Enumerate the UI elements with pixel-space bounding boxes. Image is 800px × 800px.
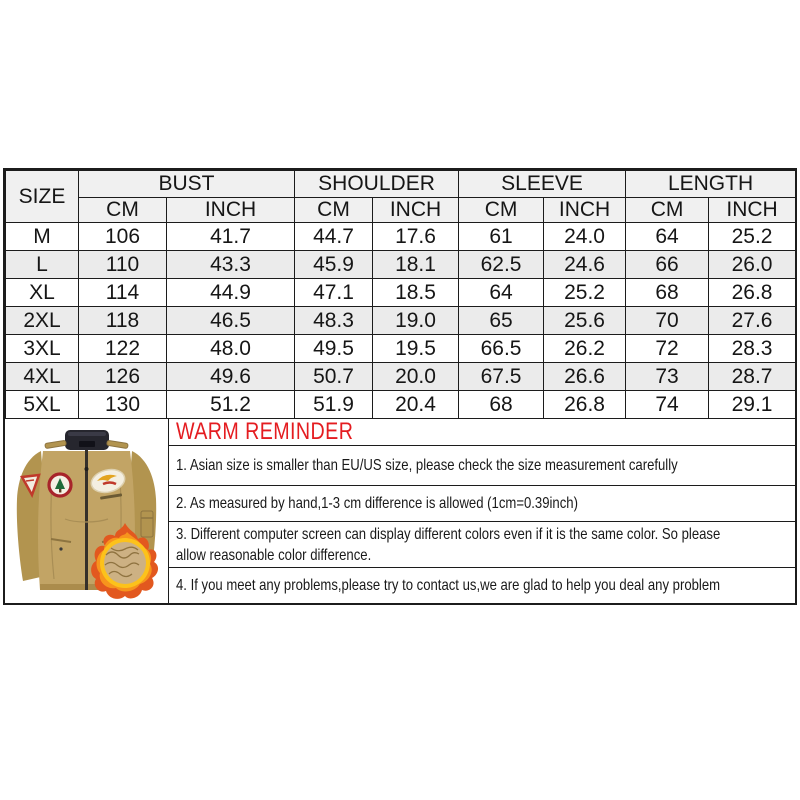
measure-value: 68 xyxy=(459,391,544,419)
measure-value: 106 xyxy=(79,223,167,251)
unit-header-length-cm: CM xyxy=(626,198,709,223)
measure-value: 47.1 xyxy=(295,279,373,307)
measure-value: 18.1 xyxy=(373,251,459,279)
measure-value: 25.2 xyxy=(544,279,626,307)
measure-value: 51.9 xyxy=(295,391,373,419)
measure-value: 50.7 xyxy=(295,363,373,391)
reminder-note-3-text-line1: 3. Different computer screen can display different colors even if it is the same color. So please xyxy=(176,525,721,543)
table-row-5xl xyxy=(6,391,796,419)
measure-value: 74 xyxy=(626,391,709,419)
measure-value: 45.9 xyxy=(295,251,373,279)
table-unit-row xyxy=(6,198,796,223)
measure-value: 20.4 xyxy=(373,391,459,419)
col-header-sleeve: SLEEVE xyxy=(459,171,626,198)
measure-value: 126 xyxy=(79,363,167,391)
reminder-note-4-text: 4. If you meet any problems,please try to contact us,we are glad to help you deal any problem xyxy=(176,577,721,594)
measure-value: 29.1 xyxy=(709,391,796,419)
size-table xyxy=(5,170,796,419)
measure-value: 25.2 xyxy=(709,223,796,251)
measure-value: 51.2 xyxy=(167,391,295,419)
measure-value: 61 xyxy=(459,223,544,251)
size-label: M xyxy=(6,223,79,251)
table-row-m xyxy=(6,223,796,251)
measure-value: 130 xyxy=(79,391,167,419)
unit-header-shoulder-cm: CM xyxy=(295,198,373,223)
measure-value: 20.0 xyxy=(373,363,459,391)
jacket-collar xyxy=(65,430,109,450)
reminder-note-2 xyxy=(169,485,795,521)
measure-value: 72 xyxy=(626,335,709,363)
col-header-length: LENGTH xyxy=(626,171,796,198)
unit-header-sleeve-inch: INCH xyxy=(544,198,626,223)
table-row-4xl xyxy=(6,363,796,391)
measure-value: 49.5 xyxy=(295,335,373,363)
size-label: 3XL xyxy=(6,335,79,363)
measure-value: 64 xyxy=(626,223,709,251)
unit-header-shoulder-inch: INCH xyxy=(373,198,459,223)
reminder-note-1 xyxy=(169,445,795,485)
measure-value: 114 xyxy=(79,279,167,307)
measure-value: 70 xyxy=(626,307,709,335)
warm-reminder-title-text: WARM REMINDER xyxy=(176,418,354,445)
measure-value: 64 xyxy=(459,279,544,307)
size-label: L xyxy=(6,251,79,279)
measure-value: 122 xyxy=(79,335,167,363)
measure-value: 26.2 xyxy=(544,335,626,363)
measure-value: 44.7 xyxy=(295,223,373,251)
unit-header-bust-inch: INCH xyxy=(167,198,295,223)
measure-value: 26.6 xyxy=(544,363,626,391)
col-header-shoulder: SHOULDER xyxy=(295,171,459,198)
size-label: 2XL xyxy=(6,307,79,335)
measure-value: 73 xyxy=(626,363,709,391)
measure-value: 25.6 xyxy=(544,307,626,335)
bottom-section xyxy=(5,419,795,603)
measure-value: 24.6 xyxy=(544,251,626,279)
jacket-image xyxy=(5,419,169,603)
measure-value: 19.5 xyxy=(373,335,459,363)
size-label: 5XL xyxy=(6,391,79,419)
reminder-note-3-text-line2: allow reasonable color difference. xyxy=(176,546,372,564)
round-badge-icon xyxy=(49,474,71,496)
measure-value: 41.7 xyxy=(167,223,295,251)
measure-value: 24.0 xyxy=(544,223,626,251)
measure-value: 48.0 xyxy=(167,335,295,363)
measure-value: 66.5 xyxy=(459,335,544,363)
reminder-note-4 xyxy=(169,567,795,603)
measure-value: 26.0 xyxy=(709,251,796,279)
col-header-size: SIZE xyxy=(6,171,79,223)
size-chart-panel xyxy=(3,168,797,605)
measure-value: 49.6 xyxy=(167,363,295,391)
table-row-2xl xyxy=(6,307,796,335)
table-row-3xl xyxy=(6,335,796,363)
col-header-bust: BUST xyxy=(79,171,295,198)
measure-value: 44.9 xyxy=(167,279,295,307)
measure-value: 18.5 xyxy=(373,279,459,307)
warm-reminder-section xyxy=(169,419,795,603)
measure-value: 17.6 xyxy=(373,223,459,251)
warm-reminder-title xyxy=(169,419,795,445)
measure-value: 28.3 xyxy=(709,335,796,363)
measure-value: 26.8 xyxy=(709,279,796,307)
measure-value: 67.5 xyxy=(459,363,544,391)
measure-value: 28.7 xyxy=(709,363,796,391)
unit-header-sleeve-cm: CM xyxy=(459,198,544,223)
measure-value: 118 xyxy=(79,307,167,335)
reminder-note-3 xyxy=(169,521,795,567)
reminder-note-1-text: 1. Asian size is smaller than EU/US size, please check the size measurement carefully xyxy=(176,457,678,474)
measure-value: 19.0 xyxy=(373,307,459,335)
measure-value: 110 xyxy=(79,251,167,279)
measure-value: 27.6 xyxy=(709,307,796,335)
size-label: XL xyxy=(6,279,79,307)
table-row-xl xyxy=(6,279,796,307)
reminder-note-2-text: 2. As measured by hand,1-3 cm difference is allowed (1cm=0.39inch) xyxy=(176,495,578,512)
sleeve-pocket xyxy=(141,511,153,537)
measure-value: 62.5 xyxy=(459,251,544,279)
table-row-l xyxy=(6,251,796,279)
table-header-row xyxy=(6,171,796,198)
size-label: 4XL xyxy=(6,363,79,391)
measure-value: 46.5 xyxy=(167,307,295,335)
unit-header-bust-cm: CM xyxy=(79,198,167,223)
unit-header-length-inch: INCH xyxy=(709,198,796,223)
measure-value: 48.3 xyxy=(295,307,373,335)
measure-value: 26.8 xyxy=(544,391,626,419)
jacket-zipper xyxy=(85,450,89,590)
measure-value: 43.3 xyxy=(167,251,295,279)
jacket-illustration xyxy=(5,419,168,603)
measure-value: 68 xyxy=(626,279,709,307)
measure-value: 65 xyxy=(459,307,544,335)
measure-value: 66 xyxy=(626,251,709,279)
